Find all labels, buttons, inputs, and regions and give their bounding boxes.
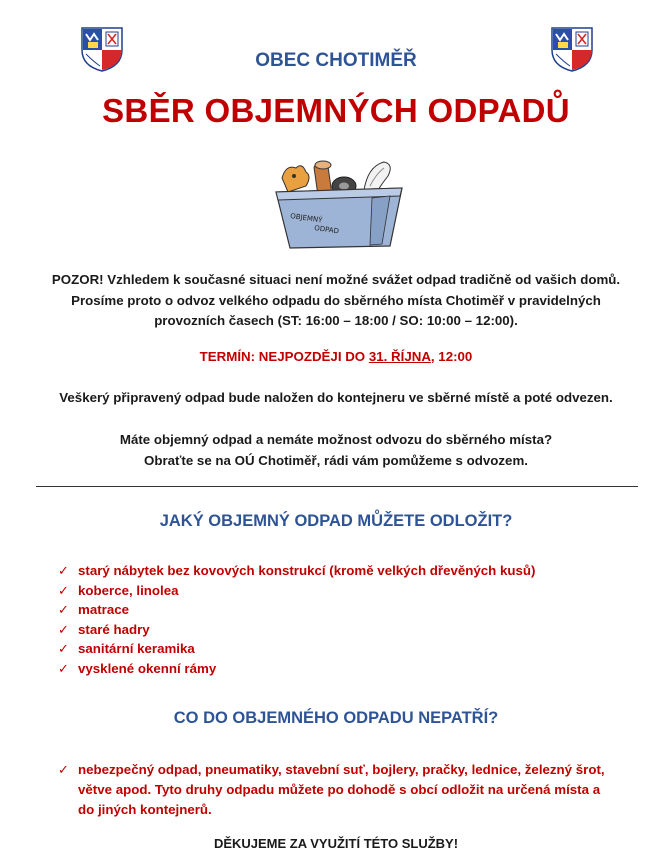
help-paragraph — [20, 430, 652, 471]
info-paragraph: Veškerý připravený odpad bude naložen do kontejneru ve sběrné místě a poté odvezen. — [59, 390, 613, 405]
thanks-footer: DĚKUJEME ZA VYUŽITÍ TÉTO SLUŽBY! — [213, 836, 459, 851]
allowed-list — [58, 561, 535, 679]
deadline-date: 31. ŘÍJNA — [368, 349, 431, 364]
checkmark-icon: ✓ — [58, 660, 69, 676]
help-line-2: Obraťte se na OÚ Chotiměř, rádi vám pomůžeme s odvozem. — [144, 452, 528, 468]
checkmark-icon: ✓ — [58, 563, 69, 578]
intro-line-2: Prosíme proto o odvoz velkého odpadu do sběrného místa Chotiměř v pravidelných — [71, 292, 601, 308]
list-item: ✓ matrace — [58, 600, 535, 620]
deadline-prefix: TERMÍN: NEJPOZDĚJI DO — [199, 349, 369, 364]
checkmark-icon: ✓ — [58, 582, 69, 598]
not-allowed-line-2: větve apod. Tyto druhy odpadu můžete po dohodě s obcí odložit na určená místa a — [78, 781, 601, 797]
not-allowed-item — [58, 760, 648, 819]
divider — [36, 486, 638, 487]
not-allowed-heading: CO DO OBJEMNÉHO ODPADU NEPATŘÍ? — [173, 709, 499, 727]
checkmark-icon: ✓ — [58, 621, 69, 637]
list-item: ✓ sanitární keramika — [58, 639, 535, 659]
intro-paragraph — [20, 270, 652, 332]
deadline-suffix: , 12:00 — [430, 349, 473, 364]
checkmark-icon: ✓ — [58, 602, 69, 618]
bin-label-line2: ODPAD — [313, 224, 340, 236]
intro-line-1: POZOR! Vzhledem k současné situaci není možné svážet odpad tradičně od vašich domů. — [51, 272, 621, 287]
not-allowed-line-1: nebezpečný odpad, pneumatiky, stavební suť, bojlery, pračky, lednice, železný šrot, — [78, 762, 605, 777]
bin-label-line1: OBJEMNÝ — [289, 212, 323, 225]
checkmark-icon: ✓ — [58, 762, 69, 777]
allowed-heading: JAKÝ OBJEMNÝ ODPAD MŮŽETE ODLOŽIT? — [159, 512, 513, 530]
not-allowed-line-3: do jiných kontejnerů. — [78, 801, 212, 817]
list-item: ✓ staré hadry — [58, 620, 535, 640]
deadline — [20, 347, 652, 368]
list-item: ✓ vysklené okenní rámy — [58, 659, 535, 679]
page-title: SBĚR OBJEMNÝCH ODPADŮ — [102, 92, 570, 129]
list-item: ✓ koberce, linolea — [58, 581, 535, 601]
help-line-1: Máte objemný odpad a nemáte možnost odvozu do sběrného místa? — [119, 432, 553, 447]
village-name: OBEC CHOTIMĚŘ — [255, 50, 417, 71]
waste-bin-illustration — [272, 156, 406, 252]
intro-line-3: provozních časech (ST: 16:00 – 18:00 / SO: 10:00 – 12:00). — [154, 313, 518, 328]
list-item: ✓ starý nábytek bez kovových konstrukcí (kromě velkých dřevěných kusů) — [58, 561, 535, 581]
checkmark-icon: ✓ — [58, 641, 69, 657]
